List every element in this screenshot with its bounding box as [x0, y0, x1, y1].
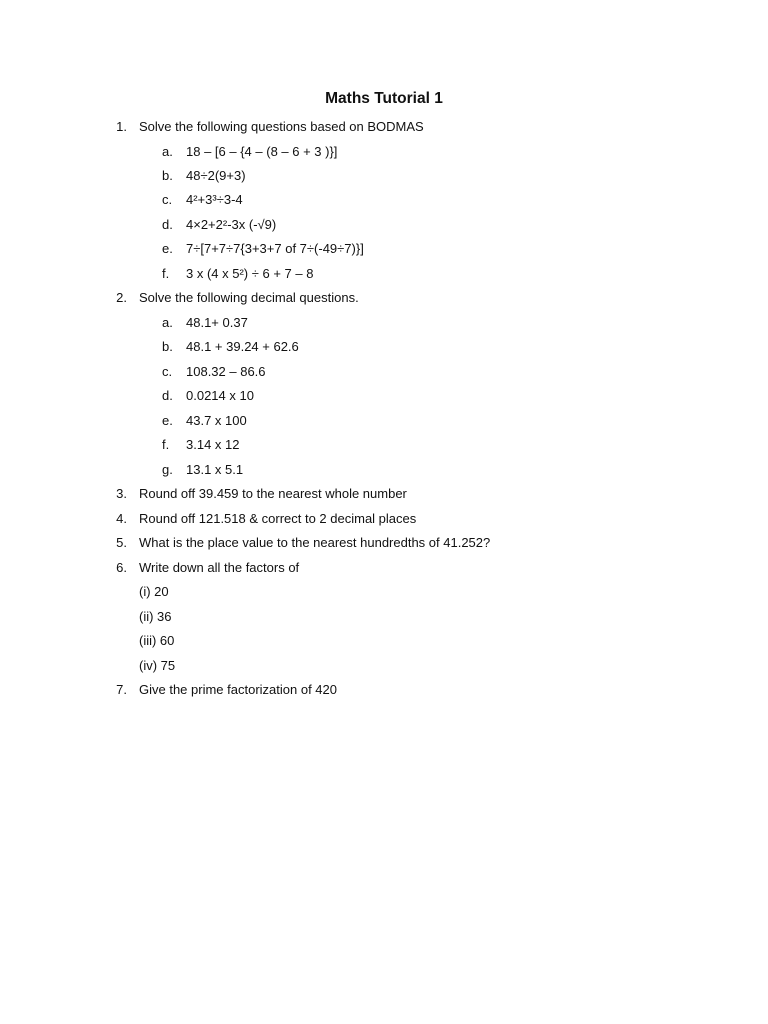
question-number: 6.	[116, 560, 127, 575]
item-label: d.	[162, 217, 173, 232]
item-text: 48.1+ 0.37	[186, 315, 248, 330]
item-text: 0.0214 x 10	[186, 388, 254, 403]
factor-item: (ii) 36	[139, 609, 172, 624]
page-title: Maths Tutorial 1	[325, 90, 443, 107]
item-text: 48.1 + 39.24 + 62.6	[186, 339, 299, 354]
item-label: c.	[162, 192, 173, 207]
question-number: 3.	[116, 486, 127, 501]
item-text: 13.1 x 5.1	[186, 462, 244, 477]
item-text: 43.7 x 100	[186, 413, 247, 428]
item-label: a.	[162, 144, 173, 159]
question-text: Round off 39.459 to the nearest whole number	[139, 486, 407, 501]
question-text: Solve the following questions based on BODMAS	[139, 119, 424, 134]
item-text: 3.14 x 12	[186, 437, 240, 452]
question-number: 2.	[116, 290, 127, 305]
item-text: 108.32 – 86.6	[186, 364, 266, 379]
item-label: b.	[162, 339, 173, 354]
question-text: Round off 121.518 & correct to 2 decimal places	[139, 511, 417, 526]
factor-item: (iii) 60	[139, 633, 175, 648]
item-label: e.	[162, 241, 173, 256]
item-label: f.	[162, 437, 170, 452]
question-text: What is the place value to the nearest hundredths of 41.252?	[139, 535, 491, 550]
item-text: 3 x (4 x 5²) ÷ 6 + 7 – 8	[186, 266, 314, 281]
item-text: 4²+3³÷3-4	[186, 192, 243, 207]
item-text: 7÷[7+7÷7{3+3+7 of 7÷(-49÷7)}]	[186, 241, 364, 256]
question-number: 1.	[116, 119, 127, 134]
item-label: e.	[162, 413, 173, 428]
item-label: a.	[162, 315, 173, 330]
question-number: 7.	[116, 682, 127, 697]
item-label: f.	[162, 266, 170, 281]
item-text: 4×2+2²-3x (-√9)	[186, 217, 277, 232]
question-text: Solve the following decimal questions.	[139, 290, 359, 305]
item-text: 48÷2(9+3)	[186, 168, 246, 183]
question-text: Give the prime factorization of 420	[139, 682, 337, 697]
factor-item: (i) 20	[139, 584, 169, 599]
item-label: d.	[162, 388, 173, 403]
item-text: 18 – [6 – {4 – (8 – 6 + 3 )}]	[186, 144, 338, 159]
item-label: c.	[162, 364, 173, 379]
question-text: Write down all the factors of	[139, 560, 300, 575]
question-number: 4.	[116, 511, 127, 526]
question-number: 5.	[116, 535, 127, 550]
factor-item: (iv) 75	[139, 658, 176, 673]
item-label: g.	[162, 462, 173, 477]
item-label: b.	[162, 168, 173, 183]
